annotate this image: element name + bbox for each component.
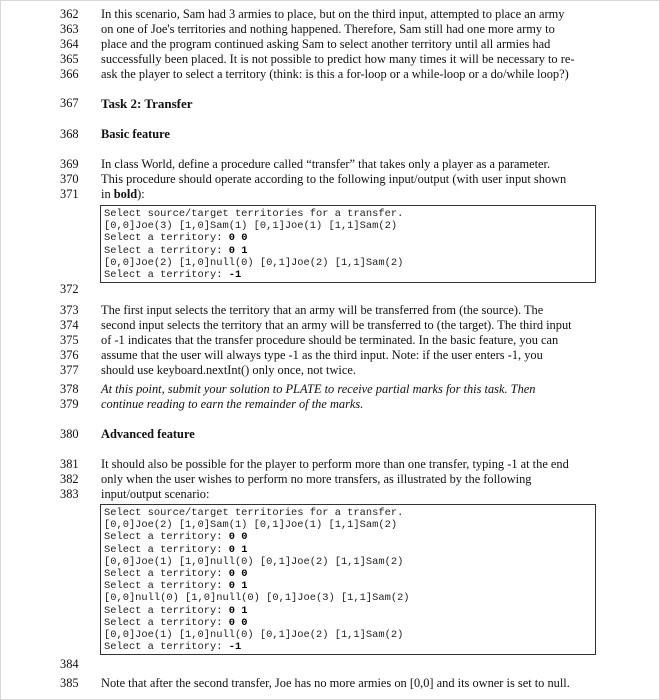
code-line xyxy=(104,629,595,641)
user-input: 0 0 xyxy=(228,567,248,580)
code-line xyxy=(104,269,595,281)
user-input: 0 1 xyxy=(228,244,248,257)
line-number: 369 xyxy=(60,157,79,171)
line-text: place and the program continued asking Sam to select another territory until all armies had xyxy=(101,37,551,51)
code-line xyxy=(104,568,595,580)
line-number: 375 xyxy=(60,333,79,347)
code-output: Select a territory: xyxy=(104,268,229,281)
line-number: 384 xyxy=(60,657,79,671)
line-number: 385 xyxy=(60,676,79,690)
code-line xyxy=(104,519,595,531)
advanced-feature-heading: Advanced feature xyxy=(101,427,195,441)
code-line xyxy=(104,605,595,617)
code-line xyxy=(104,592,595,604)
line-number: 382 xyxy=(60,472,79,486)
code-line xyxy=(104,641,595,653)
line-text: At this point, submit your solution to PLATE to receive partial marks for this task. Then xyxy=(101,382,536,396)
line-number: 368 xyxy=(60,127,79,141)
line-number: 363 xyxy=(60,22,79,36)
code-block-basic xyxy=(100,205,596,283)
text-run: ): xyxy=(137,187,145,201)
code-line xyxy=(104,531,595,543)
line-text: The first input selects the territory that an army will be transferred from (the source). The xyxy=(101,303,544,317)
code-output: Select a territory: xyxy=(104,543,229,556)
line-number: 370 xyxy=(60,172,79,186)
code-line xyxy=(104,245,595,257)
line-text: second input selects the territory that an army will be transferred to (the target). The third input xyxy=(101,318,572,332)
user-input: 0 0 xyxy=(228,616,248,629)
code-output: [0,0]Joe(3) [1,0]Sam(1) [0,1]Joe(1) [1,1]Sam(2) xyxy=(104,220,398,233)
line-number: 380 xyxy=(60,427,79,441)
line-text: ask the player to select a territory (think: is this a for-loop or a while-loop or a do/while loop?) xyxy=(101,67,569,81)
code-output: [0,0]null(0) [1,0]null(0) [0,1]Joe(3) [1,1]Sam(2) xyxy=(104,592,410,605)
code-output: [0,0]Joe(1) [1,0]null(0) [0,1]Joe(2) [1,1]Sam(2) xyxy=(104,628,404,641)
code-output: Select a territory: xyxy=(104,604,229,617)
code-line xyxy=(104,220,595,232)
code-line xyxy=(104,208,595,220)
user-input: 0 1 xyxy=(228,580,248,593)
line-text: This procedure should operate according to the following input/output (with user input shown xyxy=(101,172,567,186)
line-number: 364 xyxy=(60,37,79,51)
text-run: in xyxy=(101,187,114,201)
line-text: should use keyboard.nextInt() only once, not twice. xyxy=(101,363,356,377)
code-output: Select source/target territories for a transfer. xyxy=(104,208,404,220)
line-number: 373 xyxy=(60,303,79,317)
code-output: Select a territory: xyxy=(104,641,229,654)
code-line xyxy=(104,232,595,244)
user-input: 0 0 xyxy=(228,531,248,544)
code-output: [0,0]Joe(2) [1,0]Sam(1) [0,1]Joe(1) [1,1]Sam(2) xyxy=(104,519,398,532)
code-line xyxy=(104,507,595,519)
code-line xyxy=(104,580,595,592)
code-output: Select a territory: xyxy=(104,244,229,257)
code-output: Select a territory: xyxy=(104,567,229,580)
code-output: Select a territory: xyxy=(104,531,229,544)
line-text: input/output scenario: xyxy=(101,487,210,501)
user-input: -1 xyxy=(228,268,242,281)
line-text: of -1 indicates that the transfer procedure should be terminated. In the basic feature, you can xyxy=(101,333,559,347)
code-line xyxy=(104,617,595,629)
bold-word: bold xyxy=(113,187,138,201)
task-heading: Task 2: Transfer xyxy=(101,96,193,111)
user-input: -1 xyxy=(228,641,242,654)
line-number: 371 xyxy=(60,187,79,201)
line-text: on one of Joe's territories and nothing happened. Therefore, Sam still had one more army to xyxy=(101,22,555,36)
line-number: 374 xyxy=(60,318,79,332)
line-text: In class World, define a procedure called “transfer” that takes only a player as a parameter. xyxy=(101,157,551,171)
line-text: continue reading to earn the remainder of the marks. xyxy=(101,397,364,411)
user-input: 0 1 xyxy=(228,604,248,617)
code-output: Select source/target territories for a transfer. xyxy=(104,507,404,519)
line-text: It should also be possible for the player to perform more than one transfer, typing -1 at the end xyxy=(101,457,569,471)
code-output: Select a territory: xyxy=(104,232,229,245)
line-number: 379 xyxy=(60,397,79,411)
line-text: In this scenario, Sam had 3 armies to place, but on the third input, attempted to place an army xyxy=(101,7,565,21)
code-line xyxy=(104,544,595,556)
user-input: 0 1 xyxy=(228,543,248,556)
code-line xyxy=(104,257,595,269)
line-number: 372 xyxy=(60,282,79,296)
code-output: Select a territory: xyxy=(104,616,229,629)
line-text: assume that the user will always type -1 as the third input. Note: if the user enters -1, you xyxy=(101,348,543,362)
line-number: 365 xyxy=(60,52,79,66)
line-number: 377 xyxy=(60,363,79,377)
line-number: 378 xyxy=(60,382,79,396)
code-output: Select a territory: xyxy=(104,580,229,593)
code-output: [0,0]Joe(2) [1,0]null(0) [0,1]Joe(2) [1,1]Sam(2) xyxy=(104,256,404,269)
line-number: 362 xyxy=(60,7,79,21)
line-number: 366 xyxy=(60,67,79,81)
line-text: Note that after the second transfer, Joe has no more armies on [0,0] and its owner is set to null. xyxy=(101,676,570,690)
code-line xyxy=(104,556,595,568)
line-number: 376 xyxy=(60,348,79,362)
basic-feature-heading: Basic feature xyxy=(101,127,170,141)
line-number: 381 xyxy=(60,457,79,471)
line-text xyxy=(101,187,145,202)
line-text: successfully been placed. It is not possible to predict how many times it will be necessary to re- xyxy=(101,52,575,66)
user-input: 0 0 xyxy=(228,232,248,245)
code-block-advanced xyxy=(100,504,596,655)
line-number: 367 xyxy=(60,96,79,110)
line-text: only when the user wishes to perform no more transfers, as illustrated by the following xyxy=(101,472,532,486)
code-output: [0,0]Joe(1) [1,0]null(0) [0,1]Joe(2) [1,1]Sam(2) xyxy=(104,555,404,568)
line-number: 383 xyxy=(60,487,79,501)
